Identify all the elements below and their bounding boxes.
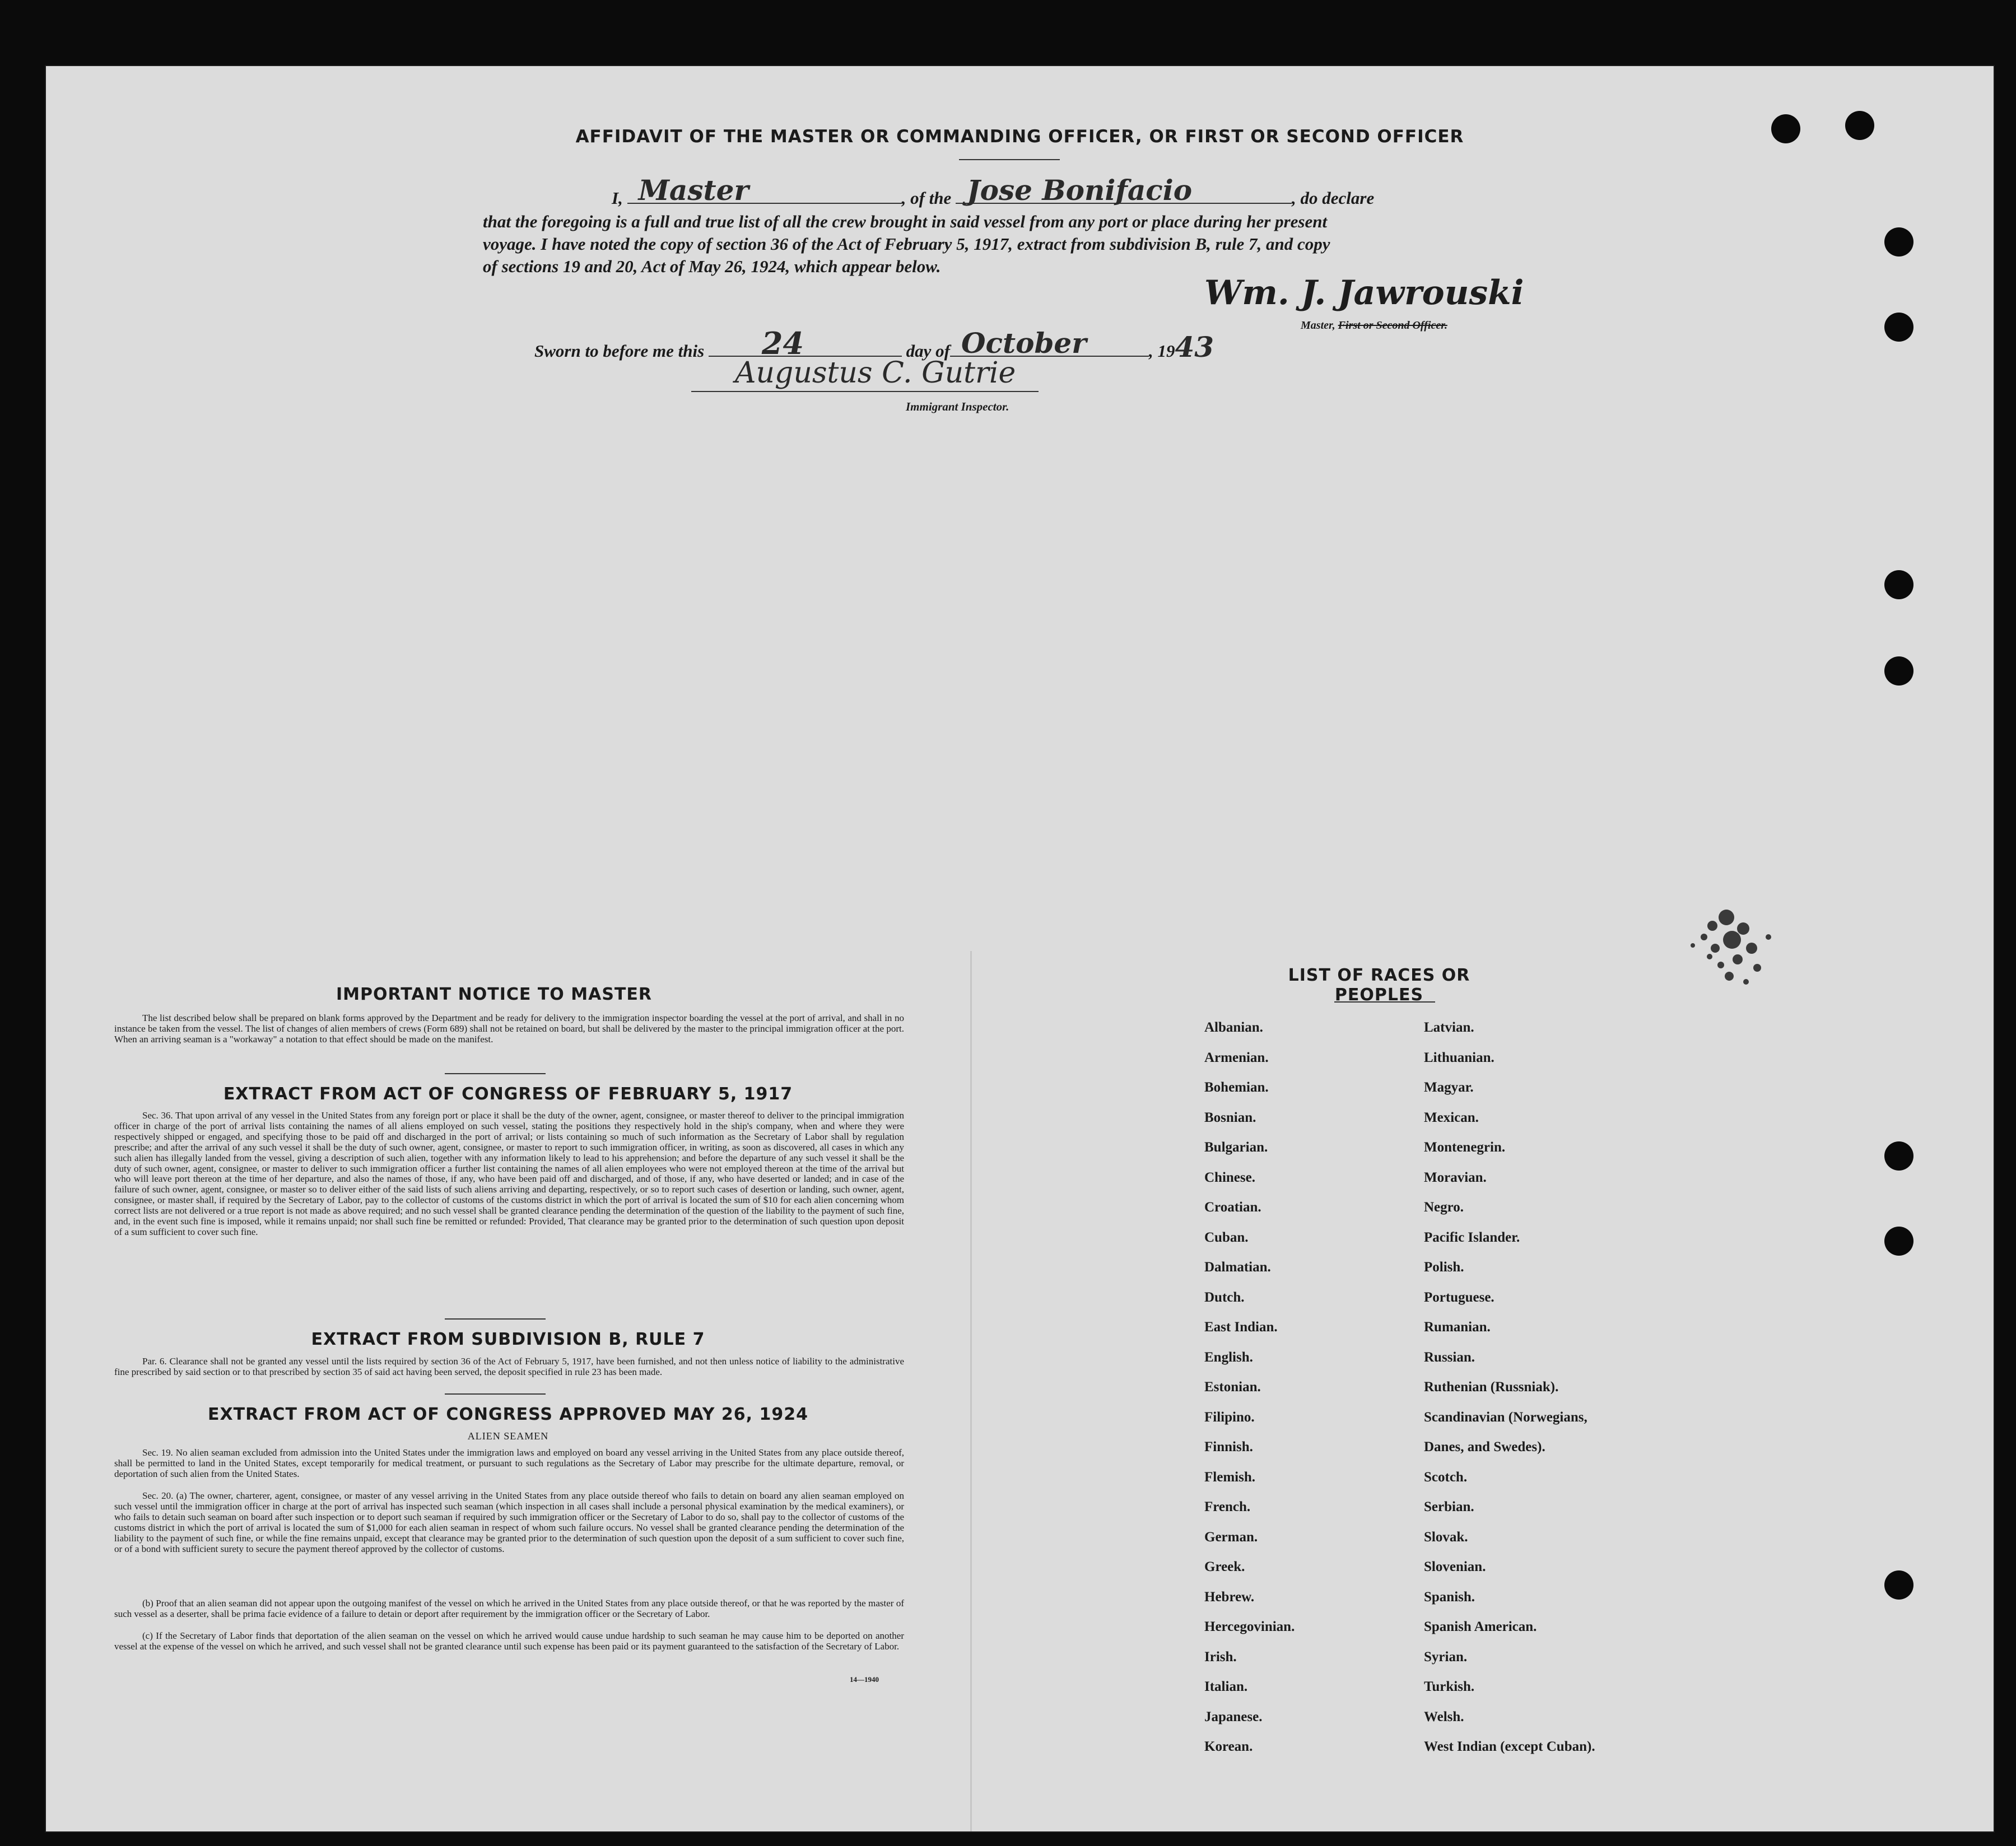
race-item: Spanish American. (1424, 1619, 1537, 1634)
inspector-signature: Augustus C. Gutrie (735, 356, 1016, 390)
year-handwritten: 43 (1175, 330, 1214, 363)
race-item: Bohemian. (1204, 1080, 1269, 1095)
affidavit-line-2: that the foregoing is a full and true list of all the crew brought in said vessel from any port or place during her present (483, 212, 1328, 231)
races-left-column (1204, 1013, 1295, 1762)
race-item: Filipino. (1204, 1409, 1255, 1425)
race-item: Albanian. (1204, 1020, 1263, 1035)
affidavit-line-1 (539, 174, 1581, 209)
extract-1924-title: EXTRACT FROM ACT OF CONGRESS APPROVED MAY 26, 1924 (208, 1405, 808, 1424)
punch-hole (1884, 1570, 1913, 1600)
extract-1917-title: EXTRACT FROM ACT OF CONGRESS OF FEBRUARY 5, 1917 (223, 1084, 793, 1104)
officer-handwritten: Master (638, 174, 749, 207)
race-item: Bosnian. (1204, 1110, 1256, 1125)
race-item: Korean. (1204, 1739, 1253, 1754)
race-item: Italian. (1204, 1679, 1248, 1694)
race-item: Dalmatian. (1204, 1260, 1271, 1275)
race-item: Irish. (1204, 1649, 1237, 1665)
race-item: Cuban. (1204, 1229, 1249, 1245)
sec-20b-body: (b) Proof that an alien seaman did not appear upon the outgoing manifest of the vessel on which he arrived in the United States from any place outside thereof, or that he was reported by the master of such vessel as a deserter, shall be prima facie evidence of a failure to detain or deport after requirement by the immigration officer or the Secretary of Labor. (114, 1598, 904, 1619)
race-item: Japanese. (1204, 1709, 1263, 1724)
punch-hole (1884, 656, 1913, 686)
punch-hole (1845, 111, 1874, 140)
punch-hole (1884, 1141, 1913, 1171)
race-item: Scotch. (1424, 1469, 1468, 1485)
signature-caption-struck: First or Second Officer. (1338, 319, 1447, 332)
race-item: Croatian. (1204, 1200, 1261, 1215)
race-item: Serbian. (1424, 1499, 1474, 1514)
race-item: East Indian. (1204, 1320, 1278, 1335)
race-item: Estonian. (1204, 1379, 1261, 1395)
race-item: German. (1204, 1529, 1258, 1545)
race-item: Turkish. (1424, 1679, 1475, 1694)
sec-20a-body: Sec. 20. (a) The owner, charterer, agent, consignee, or master of any vessel arriving in the United States from any place outside thereof who fails to detain on board any alien seaman employed on such vessel until the immigration officer in charge at the port of arrival has inspected such seaman (which inspection in all cases shall include a personal physical examination by the medical examiners), or who fails to detain such seaman on board after such inspection or to deport such seaman if required by such immigration officer or the Secretary of Labor to do so, shall pay to the collector of customs of the customs district in which the port of arrival is located the sum of $1,000 for each alien seaman in respect of whom such failure occurs. No vessel shall be granted clearance pending the determination of the liability to the payment of such fine, or while the fine remains unpaid, except that clearance may be granted prior to the determination of such question upon the deposit of a sum sufficient to cover such fine, or of a bond with sufficient surety to secure the payment thereof approved by the collector of customs. (114, 1490, 904, 1554)
document-page (46, 66, 1994, 1831)
punch-hole (1884, 313, 1913, 342)
race-item: Flemish. (1204, 1469, 1255, 1485)
race-item: Montenegrin. (1424, 1140, 1506, 1155)
race-item: Latvian. (1424, 1020, 1474, 1035)
race-item: Danes, and Swedes). (1424, 1439, 1545, 1455)
punch-hole (1771, 114, 1800, 143)
extract-1917-body: Sec. 36. That upon arrival of any vessel in the United States from any foreign port or place it shall be the duty of the owner, agent, consignee, or master thereof to deliver to the principal immigration officer in charge of the port of arrival lists containing the names of all aliens employed on such vessel, stating the positions they respectively hold in the ship's company, when and where they were respectively shipped or engaged, and specifying those to be paid off and discharged in the port of arrival; or lists containing so much of such information as the Secretary of Labor shall by regulation prescribe; and after the arrival of any such vessel it shall be the duty of such owner, agent, consignee, or master to report to such immigration officer, in writing, as soon as discovered, all cases in which any such alien has illegally landed from the vessel, giving a description of such alien, together with any information likely to lead to his apprehension; and before the departure of any such vessel it shall be the duty of such owner, agent, consignee, or master to deliver to such immigration officer a further list containing the names of all alien employees who were not employed thereon at the time of the arrival but who will leave port thereon at the time of her departure, and also the names of those, if any, who have been paid off and discharged, and of those, if any, who have deserted or landed; and in case of the failure of such owner, agent, consignee, or master so to deliver either of the said lists of such aliens arriving and departing, respectively, or so to report such cases of desertion or landing, such owner, agent, consignee, or master shall, if required by the Secretary of Labor, pay to the collector of customs of the customs district in which the port of arrival is located the sum of $10 for each alien concerning whom correct lists are not delivered or a true report is not made as above required; and no such vessel shall be granted clearance pending the determination of the question of the liability to the payment of such fine, and, in the event such fine is imposed, while it remains unpaid; nor shall such fine be remitted or refunded: Provided, That clearance may be granted prior to the determination of such question upon deposit of a sum sufficient to cover such fine. (114, 1110, 904, 1237)
extract-rule7-body: Par. 6. Clearance shall not be granted any vessel until the lists required by section 36 of the Act of February 5, 1917, have been furnished, and not then unless notice of liability to the administrative fine prescribed by said section or to that prescribed by section 35 of said act having been served, the deposit specified in rule 23 has been made. (114, 1356, 904, 1377)
race-item: Russian. (1424, 1349, 1475, 1365)
race-item: Greek. (1204, 1559, 1245, 1574)
race-item: Rumanian. (1424, 1320, 1491, 1335)
divider (445, 1318, 546, 1320)
vessel-handwritten: Jose Bonifacio (967, 174, 1193, 207)
race-item: Slovenian. (1424, 1559, 1486, 1574)
sec-19-body: Sec. 19. No alien seaman excluded from admission into the United States under the immigration laws and employed on board any vessel arriving in the United States from any place outside thereof, shall be permitted to land in the United States, except temporarily for medical treatment, or pursuant to such regulations as the Secretary of Labor may prescribe for the ultimate departure, removal, or deportation of such alien from the United States. (114, 1447, 904, 1479)
races-title: LIST OF RACES OR PEOPLES (1288, 966, 1470, 1005)
race-item: Slovak. (1424, 1529, 1468, 1545)
races-right-column (1424, 1013, 1595, 1762)
race-item: Hercegovinian. (1204, 1619, 1295, 1634)
sec-20c-body: (c) If the Secretary of Labor finds that deportation of the alien seaman on the vessel on which he arrived would cause undue hardship to such seaman he may cause him to be deported on another vessel at the expense of the vessel on which he arrived, and such vessel shall not be granted clearance until such expense has been paid or its payment guaranteed to the satisfaction of the Secretary of Labor. (114, 1630, 904, 1652)
divider (1334, 1001, 1435, 1003)
race-item: Hebrew. (1204, 1589, 1255, 1605)
ink-blot-mark (1659, 884, 1794, 1007)
race-item: Pacific Islander. (1424, 1229, 1520, 1245)
day-of-label: day of (906, 341, 950, 361)
race-item: West Indian (except Cuban). (1424, 1739, 1595, 1754)
master-signature: Wm. J. Jawrouski (1204, 273, 1524, 313)
i-label: I, (612, 188, 623, 208)
race-item: Armenian. (1204, 1050, 1269, 1065)
race-item: Dutch. (1204, 1289, 1245, 1305)
notice-body: The list described below shall be prepared on blank forms approved by the Department and be ready for delivery to the immigration inspector boarding the vessel at the port of arrival, and shall in no instance be taken from the vessel. The list of changes of alien members of crews (Form 689) shall not be retained on board, but shall be delivered by the master to the principal immigration officer at the port. When an arriving seaman is a "workaway" a notation to that effect should be made on the manifest. (114, 1013, 904, 1045)
race-item: Spanish. (1424, 1589, 1475, 1605)
race-item: Bulgarian. (1204, 1140, 1268, 1155)
inspector-caption: Immigrant Inspector. (906, 400, 1009, 413)
race-item: Portuguese. (1424, 1289, 1494, 1305)
affidavit-line-4: of sections 19 and 20, Act of May 26, 1924, which appear below. (483, 257, 941, 276)
race-item: Magyar. (1424, 1080, 1474, 1095)
alien-seamen-subtitle: ALIEN SEAMEN (467, 1430, 549, 1442)
race-item: Welsh. (1424, 1709, 1464, 1724)
day-handwritten: 24 (761, 325, 804, 361)
vessel-blank (956, 174, 1292, 207)
affidavit-line-3: voyage. I have noted the copy of section 36 of the Act of February 5, 1917, extract from subdivision B, rule 7, and copy (483, 234, 1330, 254)
do-declare-label: , do declare (1292, 188, 1375, 208)
punch-hole (1884, 227, 1913, 257)
race-item: English. (1204, 1349, 1253, 1365)
race-item: French. (1204, 1499, 1251, 1514)
race-item: Mexican. (1424, 1110, 1479, 1125)
race-item: Chinese. (1204, 1169, 1255, 1185)
punch-hole (1884, 1227, 1913, 1256)
punch-hole (1884, 570, 1913, 599)
notice-title: IMPORTANT NOTICE TO MASTER (336, 985, 652, 1004)
officer-blank (627, 174, 902, 207)
inspector-signature-line (691, 391, 1039, 392)
page-fold-line (970, 951, 972, 1831)
divider (445, 1073, 546, 1074)
race-item: Lithuanian. (1424, 1050, 1494, 1065)
signature-caption-master: Master, (1301, 319, 1338, 332)
extract-rule7-title: EXTRACT FROM SUBDIVISION B, RULE 7 (311, 1330, 705, 1349)
race-item: Ruthenian (Russniak). (1424, 1379, 1559, 1395)
year-prefix: , 19 (1149, 341, 1175, 361)
race-item: Negro. (1424, 1200, 1464, 1215)
sworn-label: Sworn to before me this (534, 341, 705, 361)
race-item: Moravian. (1424, 1169, 1487, 1185)
divider (445, 1393, 546, 1395)
race-item: Scandinavian (Norwegians, (1424, 1409, 1587, 1425)
title-divider (959, 159, 1060, 160)
race-item: Syrian. (1424, 1649, 1468, 1665)
affidavit-title: AFFIDAVIT OF THE MASTER OR COMMANDING OFFICER, OR FIRST OR SECOND OFFICER (575, 127, 1464, 147)
signature-caption (1301, 319, 1447, 332)
month-handwritten: October (961, 327, 1087, 360)
race-item: Finnish. (1204, 1439, 1253, 1455)
of-the-label: , of the (901, 188, 952, 208)
race-item: Polish. (1424, 1260, 1464, 1275)
form-number: 14—1940 (850, 1675, 879, 1684)
